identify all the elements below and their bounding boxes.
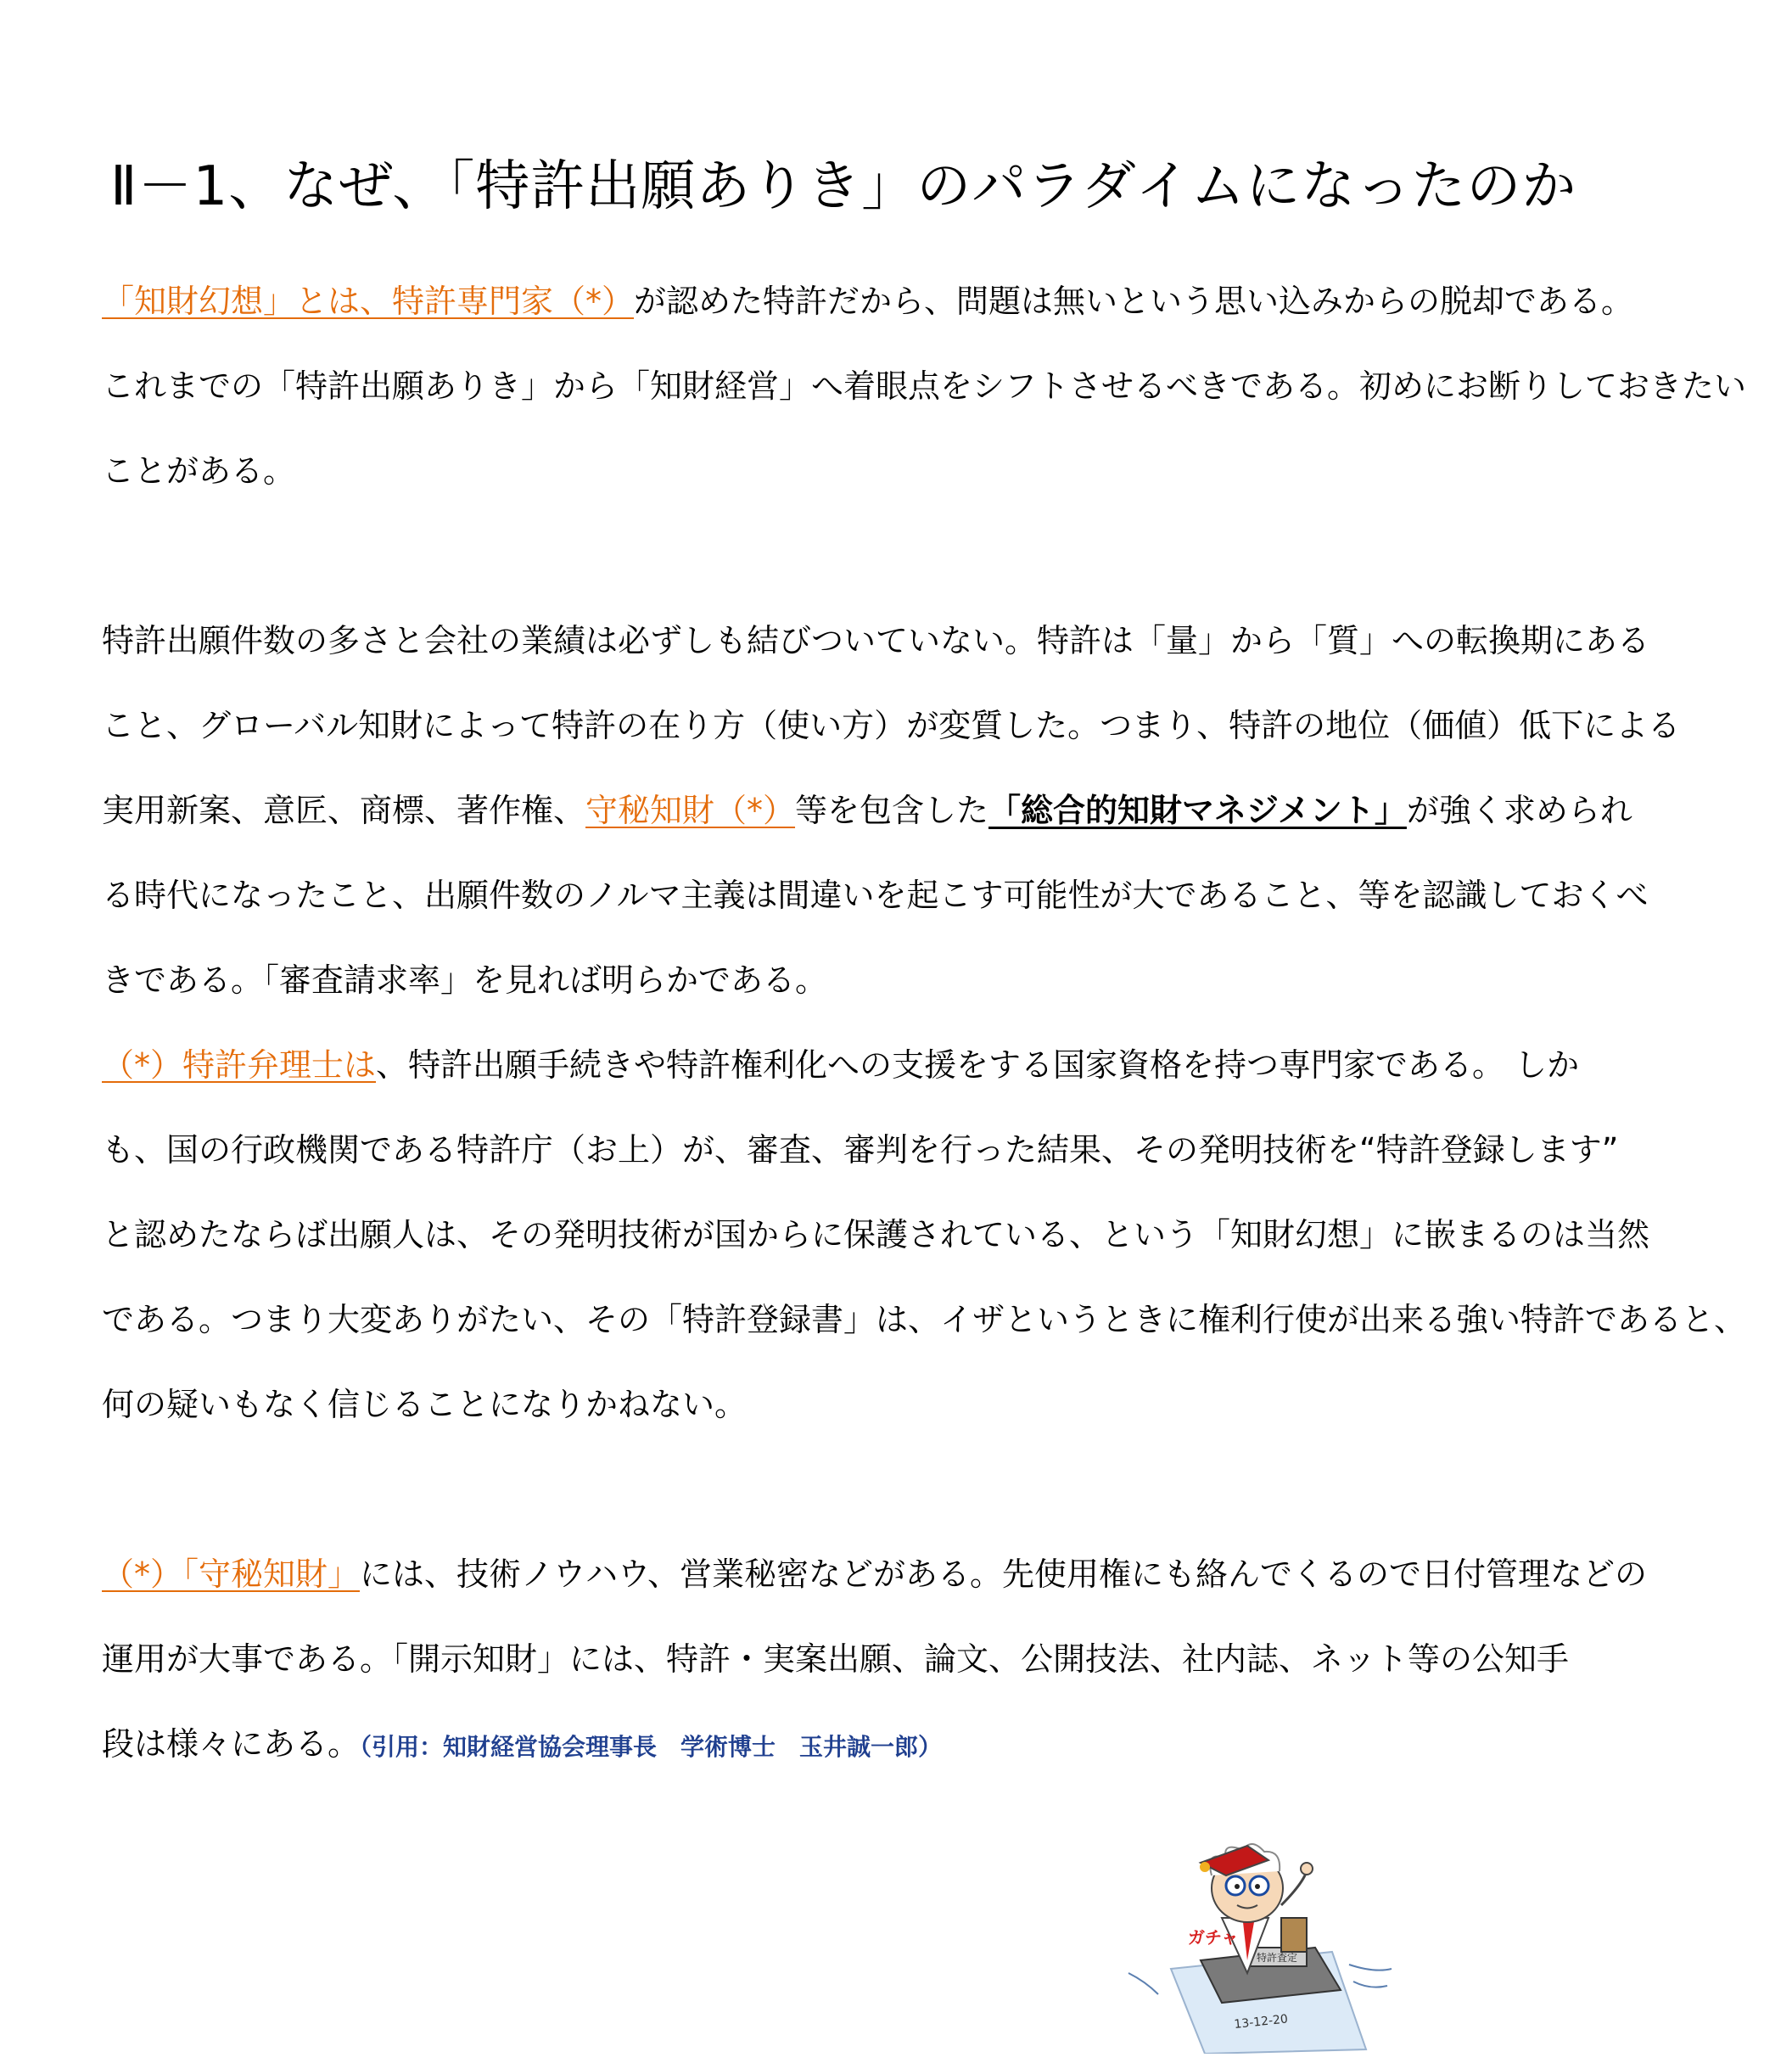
stamp-text: 特許査定 (1256, 1952, 1298, 1964)
text-line: きである。「審査請求率」を見れば明らかである。 (102, 961, 828, 999)
eye-right (1255, 1884, 1260, 1889)
text-segment: 段は様々にある。 (102, 1725, 361, 1763)
text-segment: 、特許出願手続きや特許権利化への支援をする国家資格を持つ専門家である。 しか (376, 1046, 1580, 1084)
paragraph-note-patent-attorney (102, 1023, 1747, 1447)
text-line: ことがある。 (102, 452, 296, 490)
cap-tassel (1200, 1862, 1210, 1872)
text-segment: が認めた特許だから、問題は無いという思い込みからの脱却である。 (634, 283, 1634, 320)
motion-line (1353, 1982, 1387, 1987)
emphasis-term: 「総合的知財マネジメント」 (988, 792, 1407, 829)
text-line: と認めたならば出願人は、その発明技術が国からに保護されている、という「知財幻想」に嵌まるのは当然 (102, 1216, 1650, 1253)
text-line (102, 768, 1714, 853)
text-line: 運用が大事である。「開示知財」には、特許・実案出願、論文、公開技法、社内誌、ネット等の公知手 (102, 1640, 1570, 1678)
highlight-term: （*）特許弁理士は (102, 1046, 377, 1084)
text-segment: には、技術ノウハウ、営業秘密などがある。先使用権にも絡んでくるので日付管理などの (360, 1556, 1647, 1593)
highlight-term: （*）「守秘知財」 (102, 1556, 361, 1593)
paragraph-main (102, 598, 1714, 1023)
text-line (102, 1532, 1714, 1617)
pointing-hand (1301, 1863, 1313, 1875)
text-line: も、国の行政機関である特許庁（お上）が、審査、審判を行った結果、その発明技術を“特許登録します” (102, 1131, 1619, 1169)
motion-line (1128, 1973, 1158, 1994)
highlight-term: 守秘知財（*） (585, 792, 796, 829)
text-segment: 実用新案、意匠、商標、著作権、 (102, 792, 586, 829)
paragraph-intro (102, 259, 1747, 513)
raised-arm (1281, 1871, 1307, 1905)
text-line (102, 259, 1714, 344)
page-title: Ⅱ－1、なぜ、「特許出願ありき」のパラダイムになったのか (110, 155, 1577, 218)
sound-effect-text: ガチャ (1188, 1927, 1239, 1948)
text-line: こと、グローバル知財によって特許の在り方（使い方）が変質した。つまり、特許の地位（価値）低下による (102, 707, 1681, 744)
text-line (102, 1701, 1714, 1786)
text-line: る時代になったこと、出願件数のノルマ主義は間違いを起こす可能性が大であること、等を認識しておくべ (102, 877, 1649, 914)
text-line: これまでの「特許出願ありき」から「知財経営」へ着眼点をシフトさせるべきである。初めにお断りしておきたい (102, 367, 1747, 405)
citation: （引用：知財経営協会理事長 学術博士 玉井誠一郎） (360, 1733, 943, 1761)
stamp-date: 13-12-20 (1233, 2012, 1289, 2032)
eye-left (1235, 1884, 1240, 1889)
stamp-handle (1281, 1918, 1307, 1952)
text-line: 特許出願件数の多さと会社の業績は必ずしも結びついていない。特許は「量」から「質」への転換期にある (102, 622, 1650, 659)
paragraph-note-confidential (102, 1532, 1714, 1786)
text-segment: が強く求められ (1406, 792, 1632, 829)
text-segment: 等を包含した (795, 792, 989, 829)
text-line: 何の疑いもなく信じることになりかねない。 (102, 1386, 748, 1423)
highlight-term: 「知財幻想」とは、特許専門家（*） (102, 283, 635, 320)
text-line: である。つまり大変ありがたい、その「特許登録書」は、イザというときに権利行使が出来る強い特許であると、 (102, 1301, 1747, 1338)
stamping-professor-illustration (1120, 1825, 1408, 2054)
text-line (102, 1023, 1714, 1107)
motion-line (1349, 1965, 1392, 1971)
